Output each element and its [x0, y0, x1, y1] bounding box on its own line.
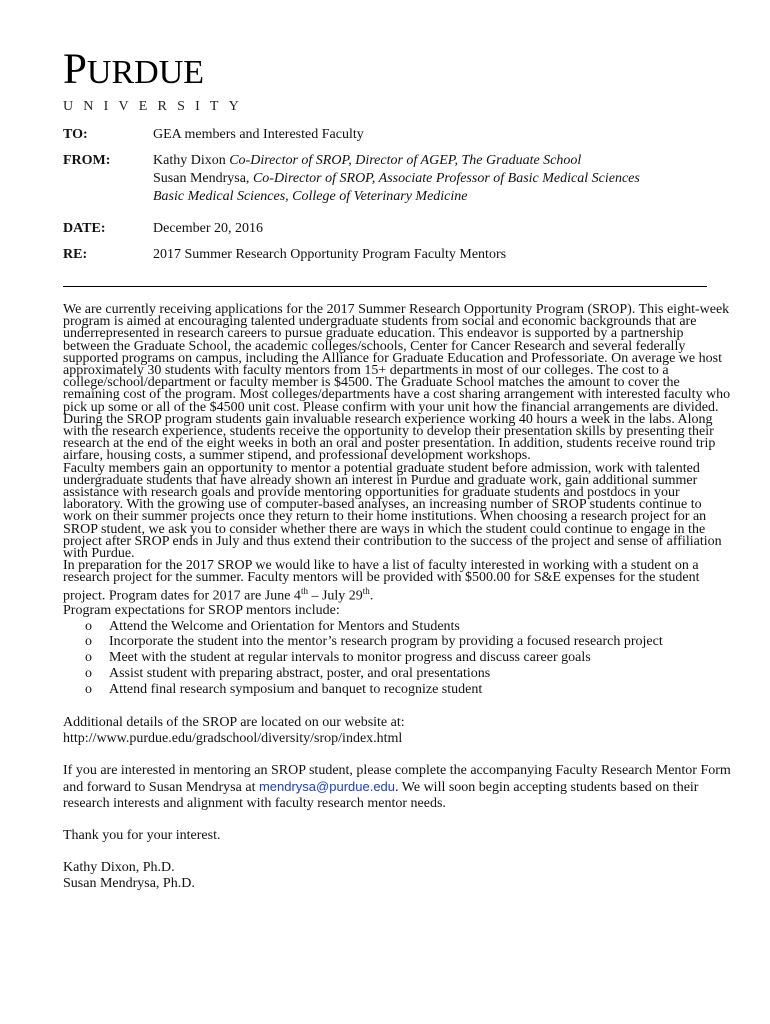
date-label: DATE:	[63, 221, 106, 236]
bullet-icon: o	[85, 650, 92, 666]
prep-text-c: .	[369, 588, 374, 604]
thanks-line: Thank you for your interest.	[63, 827, 221, 843]
memo-body	[63, 304, 733, 892]
prep-sup-2: th	[362, 585, 370, 596]
paragraph-faculty: Faculty members gain an opportunity to mentor a potential graduate student before admission, work with talented undergraduate students that have already shown an interest in Purdue and graduate work, gain additional summer assistance with research goals and provide mentoring opportunities for graduate students and postdocs in your laboratory. With the growing use of computer-based analyses, an increasing number of SROP students continue to work on their summer projects once they return to their home institutions. When choosing a research project for an SROP student, we ask you to consider whether there are ways in which the student could continue to engage in the project after SROP ends in July and thus extend their contribution to the success of the project and sense of affiliation with Purdue.	[63, 460, 722, 562]
from-name-1: Kathy Dixon	[153, 153, 230, 168]
bullet-icon: o	[85, 634, 92, 650]
header-divider	[63, 286, 707, 287]
details-text: Additional details of the SROP are located on our website at:	[63, 714, 405, 730]
logo-wordmark	[63, 46, 249, 93]
logo-initial: P	[63, 46, 87, 93]
paragraph-preparation	[63, 560, 733, 602]
list-item-text: Attend the Welcome and Orientation for Mentors and Students	[109, 618, 460, 634]
memo-to-row	[63, 126, 640, 144]
re-value: 2017 Summer Research Opportunity Program Faculty Mentors	[153, 247, 507, 262]
logo-name-rest: URDUE	[86, 54, 205, 91]
prep-text-b: – July 29	[307, 588, 363, 604]
signature-mendrysa: Susan Mendrysa, Ph.D.	[63, 875, 195, 891]
bullet-icon: o	[85, 618, 92, 634]
logo-university: UNIVERSITY	[63, 99, 249, 114]
signature-dixon: Kathy Dixon, Ph.D.	[63, 859, 175, 875]
from-label: FROM:	[63, 153, 111, 168]
expectations-list	[63, 619, 733, 698]
list-item-text: Attend final research symposium and banquet to recognize student	[109, 681, 483, 697]
list-item	[85, 682, 733, 698]
from-title-2: Co-Director of SROP, Associate Professor of Basic Medical Sciences	[252, 171, 640, 186]
list-item	[85, 619, 733, 635]
from-title-3: Basic Medical Sciences, College of Veterinary Medicine	[153, 189, 468, 204]
contact-text-a: If you are interested in mentoring an SROP student, please complete the accompanying Faculty Research Mentor Form and forward to Susan Mendrysa at	[63, 762, 731, 795]
from-name-2: Susan Mendrysa,	[153, 171, 253, 186]
list-item	[85, 666, 733, 682]
paragraph-students: During the SROP program students gain invaluable research experience working 40 hours a week in the labs. Along with the research experience, students receive the opportunity to develop their presentation skills by presenting their research at the end of the eight weeks in both an oral and poster presentation. In addition, students receive round trip airfare, housing costs, a summer stipend, and professional development workshops.	[63, 411, 716, 464]
list-item-text: Assist student with preparing abstract, poster, and oral presentations	[109, 665, 491, 681]
list-item-text: Incorporate the student into the mentor’s research program by providing a focused research project	[109, 634, 663, 650]
from-title-1: Co-Director of SROP, Director of AGEP, The Graduate School	[229, 153, 582, 168]
to-label: TO:	[63, 127, 88, 142]
memo-from-row	[63, 152, 640, 206]
to-value: GEA members and Interested Faculty	[153, 127, 364, 142]
list-item	[85, 634, 733, 650]
contact-text-b: . We will soon begin accepting students based on their research interests and alignment with faculty research mentor needs.	[63, 779, 699, 811]
re-label: RE:	[63, 247, 88, 262]
srop-website-link[interactable]: http://www.purdue.edu/gradschool/diversity/srop/index.html	[63, 730, 403, 746]
bullet-icon: o	[85, 665, 92, 681]
signature-block	[63, 860, 733, 892]
paragraph-intro: We are currently receiving applications for the 2017 Summer Research Opportunity Program (SROP). This eight-week program is aimed at encouraging talented undergraduate students from social and economic backgrounds that are underrepresented in research careers to pursue graduate education. This endeavor is supported by a partnership between the Graduate School, the academic colleges/schools, Center for Cancer Research and several federally supported programs on campus, including the Alliance for Graduate Education and Professoriate. On average we host approximately 30 students with faculty mentors from 15+ departments in most of our colleges. The cost to a college/school/department or faculty member is $4500. The Graduate School matches the amount to cover the remaining cost of the program. Most colleges/departments have a cost sharing arrangement with interested faculty who pick up some or all of the $4500 unit cost. Please confirm with your unit how the financial arrangements are divided.	[63, 302, 731, 415]
contact-paragraph	[63, 763, 733, 812]
prep-sup-1: th	[300, 585, 308, 596]
memo-date-row	[63, 220, 640, 238]
email-link[interactable]: mendrysa@purdue.edu	[258, 778, 396, 794]
memo-header	[63, 126, 640, 264]
from-value	[153, 152, 640, 206]
memo-re-row	[63, 246, 640, 264]
list-item	[85, 650, 733, 666]
prep-text-a: In preparation for the 2017 SROP we would like to have a list of faculty interested in working with a student on a research project for the summer. Faculty mentors will be provided with $500.00 for S&E expenses for the student project. Program dates for 2017 are June 4	[63, 558, 700, 604]
bullet-icon: o	[85, 681, 92, 697]
list-item-text: Meet with the student at regular intervals to monitor progress and discuss career goals	[109, 650, 591, 666]
purdue-logo	[63, 46, 249, 115]
details-section	[63, 715, 733, 747]
date-value: December 20, 2016	[153, 221, 264, 236]
expectations-intro: Program expectations for SROP mentors include:	[63, 602, 340, 618]
